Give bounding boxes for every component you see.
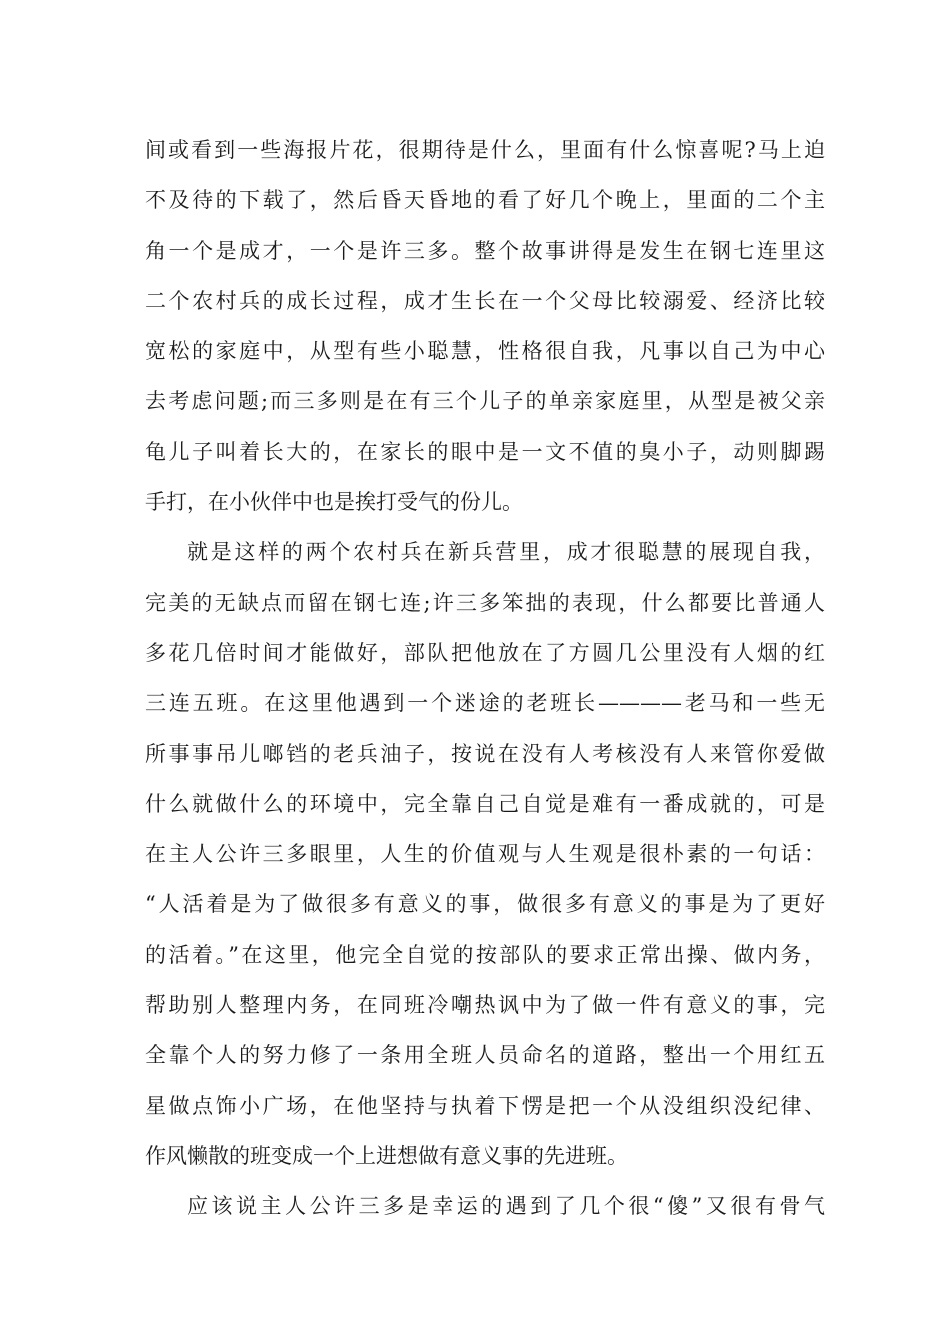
text-line: 宽松的家庭中，从型有些小聪慧，性格很自我，凡事以自己为中心: [145, 339, 825, 364]
text-line: 什么就做什么的环境中，完全靠自己自觉是难有一番成就的，可是: [145, 791, 825, 816]
text-line: 作风懒散的班变成一个上进想做有意义事的先进班。: [145, 1143, 628, 1168]
paragraph-first-line: 就是这样的两个农村兵在新兵营里，成才很聪慧的展现自我，: [187, 540, 825, 565]
text-line: 帮助别人整理内务，在同班冷嘲热讽中为了做一件有意义的事，完: [145, 993, 825, 1018]
text-line: 手打，在小伙伴中也是挨打受气的份儿。: [145, 490, 523, 515]
text-line: 全靠个人的努力修了一条用全班人员命名的道路，整出一个用红五: [145, 1043, 825, 1068]
text-line: 去考虑问题;而三多则是在有三个儿子的单亲家庭里，从型是被父亲: [145, 389, 825, 414]
paragraph-first-line: 应该说主人公许三多是幸运的遇到了几个很“傻”又很有骨气: [187, 1194, 825, 1219]
text-line: 的活着。”在这里，他完全自觉的按部队的要求正常出操、做内务，: [145, 942, 825, 967]
text-line: 二个农村兵的成长过程，成才生长在一个父母比较溺爱、经济比较: [145, 288, 825, 313]
text-line: 多花几倍时间才能做好，部队把他放在了方圆几公里没有人烟的红: [145, 640, 825, 665]
text-line: 星做点饰小广场，在他坚持与执着下愣是把一个从没组织没纪律、: [145, 1093, 825, 1118]
text-line: 完美的无缺点而留在钢七连;许三多笨拙的表现，什么都要比普通人: [145, 590, 825, 615]
text-line: “人活着是为了做很多有意义的事，做很多有意义的事是为了更好: [145, 892, 825, 917]
text-line: 不及待的下载了，然后昏天昏地的看了好几个晚上，里面的二个主: [145, 188, 825, 213]
body-text: [145, 125, 825, 1232]
text-line: 角一个是成才，一个是许三多。整个故事讲得是发生在钢七连里这: [145, 238, 825, 263]
text-line: 三连五班。在这里他遇到一个迷途的老班长————老马和一些无: [145, 691, 825, 716]
text-line: 龟儿子叫着长大的，在家长的眼中是一文不值的臭小子，动则脚踢: [145, 439, 825, 464]
text-line: 间或看到一些海报片花，很期待是什么，里面有什么惊喜呢?马上迫: [145, 138, 825, 162]
text-line: 在主人公许三多眼里，人生的价值观与人生观是很朴素的一句话：: [145, 842, 825, 867]
text-line: 所事事吊儿啷铛的老兵油子，按说在没有人考核没有人来管你爱做: [145, 741, 825, 766]
